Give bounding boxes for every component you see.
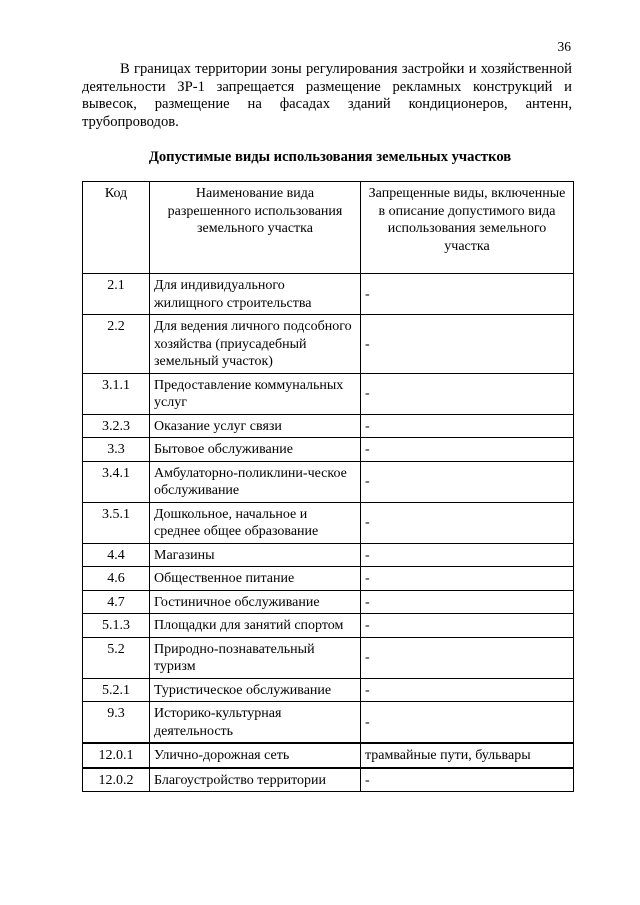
row-code: 3.5.1 [83, 502, 150, 543]
row-name: Туристическое обслуживание [150, 678, 361, 702]
land-use-table [82, 181, 574, 792]
row-code: 4.7 [83, 590, 150, 614]
row-name: Для индивидуального жилищного строительства [150, 274, 361, 315]
table-row [83, 543, 574, 567]
row-code: 12.0.1 [83, 743, 150, 768]
row-forbidden: - [361, 543, 574, 567]
row-name: Благоустройство территории [150, 768, 361, 792]
row-name: Историко-культурная деятельность [150, 702, 361, 744]
page-number: 36 [557, 39, 571, 54]
table-row [83, 567, 574, 591]
table-row [83, 438, 574, 462]
row-code: 12.0.2 [83, 768, 150, 792]
table-row [83, 414, 574, 438]
row-name: Гостиничное обслуживание [150, 590, 361, 614]
row-name: Предоставление коммунальных услуг [150, 373, 361, 414]
row-code: 2.2 [83, 315, 150, 374]
table-row [83, 274, 574, 315]
row-code: 5.2 [83, 637, 150, 678]
row-forbidden: - [361, 438, 574, 462]
table-row [83, 590, 574, 614]
row-name: Площадки для занятий спортом [150, 614, 361, 638]
row-forbidden: - [361, 678, 574, 702]
row-name: Магазины [150, 543, 361, 567]
row-code: 5.1.3 [83, 614, 150, 638]
row-code: 4.6 [83, 567, 150, 591]
table-row [83, 502, 574, 543]
row-code: 4.4 [83, 543, 150, 567]
row-code: 3.1.1 [83, 373, 150, 414]
row-name: Амбулаторно-поликлини-ческое обслуживание [150, 461, 361, 502]
table-row [83, 678, 574, 702]
table-row [83, 702, 574, 744]
row-forbidden: - [361, 274, 574, 315]
row-code: 9.3 [83, 702, 150, 744]
row-forbidden: - [361, 702, 574, 744]
table-header-row [83, 182, 574, 274]
table-row [83, 768, 574, 792]
table-row [83, 743, 574, 768]
row-forbidden: - [361, 590, 574, 614]
row-forbidden: - [361, 768, 574, 792]
row-code: 3.4.1 [83, 461, 150, 502]
row-code: 2.1 [83, 274, 150, 315]
table-row [83, 637, 574, 678]
row-code: 3.2.3 [83, 414, 150, 438]
row-forbidden: - [361, 315, 574, 374]
row-code: 5.2.1 [83, 678, 150, 702]
row-forbidden: - [361, 502, 574, 543]
table-row [83, 461, 574, 502]
row-forbidden: - [361, 614, 574, 638]
row-name: Общественное питание [150, 567, 361, 591]
table-row [83, 614, 574, 638]
table-row [83, 373, 574, 414]
table-title: Допустимые виды использования земельных участков [148, 149, 512, 165]
header-forbidden: Запрещенные виды, включенные в описание допустимого вида использования земельного участка [361, 182, 574, 274]
row-code: 3.3 [83, 438, 150, 462]
row-forbidden: - [361, 637, 574, 678]
intro-paragraph [82, 61, 572, 131]
row-forbidden: трамвайные пути, бульвары [361, 743, 574, 768]
row-name: Оказание услуг связи [150, 414, 361, 438]
row-name: Для ведения личного подсобного хозяйства (приусадебный земельный участок) [150, 315, 361, 374]
table-row [83, 315, 574, 374]
row-name: Природно-познавательный туризм [150, 637, 361, 678]
row-name: Дошкольное, начальное и среднее общее образование [150, 502, 361, 543]
header-code: Код [83, 182, 150, 274]
header-name: Наименование вида разрешенного использования земельного участка [150, 182, 361, 274]
row-forbidden: - [361, 461, 574, 502]
row-forbidden: - [361, 567, 574, 591]
row-name: Бытовое обслуживание [150, 438, 361, 462]
row-forbidden: - [361, 414, 574, 438]
row-forbidden: - [361, 373, 574, 414]
row-name: Улично-дорожная сеть [150, 743, 361, 768]
intro-text: В границах территории зоны регулирования застройки и хозяйственной деятельности ЗР-1 запрещается размещение рекламных конструкций и вывесок, размещение на фасадах зданий кондиционеров, антенн, трубопроводов. [82, 61, 572, 130]
